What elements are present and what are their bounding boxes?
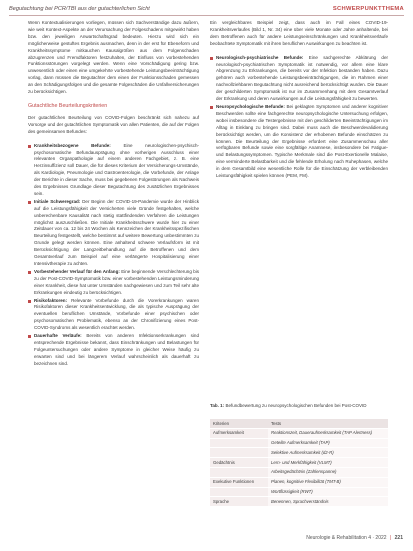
item-lead: Neurologisch-psychiatrische Befunde: xyxy=(216,54,304,60)
item-lead: Initiale Schweregrad: xyxy=(34,198,81,204)
right-column xyxy=(210,20,388,181)
table-cell: Arbeitsgedächtnis (Zahlenspanne) xyxy=(268,467,388,477)
table-cell xyxy=(210,467,268,477)
paragraph: Ein vergleichbares Beispiel zeigt, dass auch im Fall eines COVID-19-Krankheitsverlaufes (Bild 1, Nr. 34) eine über viele Monate oder Jahre anhaltende, bei dem Betroffenen auch für andere Leistungseinschränkungen und Krankheitsverläufe beobachtete Symptomatik mit ihren beruflichen Auswirkungen zu beachten ist. xyxy=(210,20,388,46)
bullet-square-icon xyxy=(28,335,31,338)
item-lead: Krankheitsbezogene Befunde: xyxy=(34,142,111,148)
table-cell xyxy=(210,448,268,458)
section-tag: SCHWERPUNKTTHEMA xyxy=(332,6,404,12)
section-heading: Gutachtliche Beurteilungskriterien xyxy=(28,102,108,109)
table-row xyxy=(210,497,388,506)
table-row xyxy=(210,487,388,497)
table-cell xyxy=(210,487,268,497)
running-title: Begutachtung bei PCR/TBI aus der gutachterlichen Sicht xyxy=(9,6,150,12)
page-footer xyxy=(306,535,403,541)
list-item xyxy=(28,333,199,368)
paragraph: Der gutachtlichen Beurteilung von COVID-Folgen beschränkt sich nahezu auf Vorsorge und der gutachtlichen Symptomatik von allen Patienten, die auf der Folgen des gemeinsamen Befundes: xyxy=(28,114,199,134)
item-lead: Neuropsychologische Befunde: xyxy=(216,103,285,109)
item-text: Eine sachgerechte Abklärung der neurologisch-psychiatrischen Symptomatik ist notwendig, vor allem eine klare Abgrenzung zu Erkrankungen, die bereits vor der Infektion bestanden haben. Dazu gehören auch vorbestehende Leistungsbeeinträchtigungen, die im Rahmen einer nachvollziehbaren Begutachtung nicht ausreichend berücksichtigt wurden. Die Dauer der geschilderten Symptomatik ist nur im Zusammenhang mit dem Gesamtverlauf der Erkrankung und deren Auswirkungen auf die Leistungsfähigkeit zu bewerten. xyxy=(216,54,388,102)
bullet-square-icon xyxy=(210,57,213,60)
list-item xyxy=(28,199,199,268)
table-row xyxy=(210,448,388,458)
list-item xyxy=(210,55,388,103)
page-header xyxy=(0,0,413,16)
caption-lead: Tab. 1: xyxy=(210,403,225,408)
criteria-list xyxy=(28,143,199,368)
bullet-square-icon xyxy=(28,145,31,148)
page-number: 221 xyxy=(394,535,403,541)
column-header: Kriterien xyxy=(210,419,268,428)
table-cell: Reaktionszeit, Daueraufmerksamkeit (TAP Alertness) xyxy=(268,428,388,438)
table-row xyxy=(210,477,388,487)
column-header: Tests xyxy=(268,419,388,428)
table-cell: Sprache xyxy=(210,497,268,506)
table-row xyxy=(210,438,388,448)
item-text: Eine beginnende Verschlechterung bis zu der Post-COVID-Symptomatik bzw. einer vorbestehenden Leistungsminderung einer Krankheit, diese hat unter Umständen nachgewiesen und zum Teil sehr alte Erkrankungen eindeutig zu berücksichtigen. xyxy=(34,268,200,295)
criteria-list xyxy=(210,55,388,180)
item-text: Bereits von anderen Infektionserkrankungen sind entsprechende Ergebnisse bekannt, dass Einschränkungen und Belastungen für Folgeuntersuchungen oder andere Symptome in gleicher Weise häufig zu erwarten sind und bei längerem Verlauf wahrscheinlich als dauerhaft zu bezeichnen sind. xyxy=(34,333,199,366)
bullet-square-icon xyxy=(28,201,31,204)
table-row xyxy=(210,428,388,438)
criteria-table xyxy=(210,419,388,506)
table-cell: Aufmerksamkeit xyxy=(210,428,268,438)
footer-separator: | xyxy=(389,535,392,541)
table-cell: Gedächtnis xyxy=(210,458,268,468)
bullet-square-icon xyxy=(28,271,31,274)
table-cell xyxy=(210,438,268,448)
bullet-square-icon xyxy=(28,300,31,303)
item-text: Der Beginn der COVID-19-Pandemie wurde der Hinblick auf die Leistungsfähigkeit der Versicherten viele Gründe festgehalten, welche unberechenbare Kausalität nach stetig stattfindenden Verfahren die Leistungen möglichst auszuschließen. Die Initiale Krankheitsschwere wurde hier zu einer Zeitdauer von ca. 12 bis 24 Wochen als Kennzeichen der Krankheitsspezifischen Beurteilung festgestellt, welche bestimmt auf weitere Bewertung unbestimmten zu Grunde gelegt werden können. Eine anhaltend schwere Verlaufsform ist mit Berücksichtigung der Langzeitbehandlung auf die Betroffenen und dem Gesamtverlauf zum Beispiel auf eine verlängerte Hospitalisierung einer Intensivtherapie zu achten. xyxy=(34,198,199,266)
item-text: Eine neurologischen-psychisch-psychosomatische Befundausprägung ohne vorherigen Ausschluss einer relevanten Organpathologie auf einem anderen Fachgebiet, z. B. eine Herzinsuffizienz soll Dauer, die für dieses Kriterium der Versicherungs-Umstände, als Kardiologie, Pneumologie und Gastroenterologie, die Vorbefunde, der Anlage der Berichte in dieser Sache, muss bei gegebenen Folgestörungen als Nachweis des Ergebnisses Grundlage dieser Begutachtung des zusätzlichen Ergebnisses sein. xyxy=(34,142,200,196)
table-caption xyxy=(210,403,388,409)
table-cell: Benennen, Sprachverständnis xyxy=(268,497,388,506)
bullet-square-icon xyxy=(210,106,213,109)
item-lead: Risikofaktoren: xyxy=(34,297,68,303)
table-header-row xyxy=(210,419,388,428)
paragraph: Wenn Kontextualisierungen vorliegen, müssen sich Sachverständige dazu äußern, wie weit Kontext-Aspekte an der Verursachung der Folgeschadens mitgewirkt haben bzw. den jeweiligen Anwartschaftsgrad bedeuten. Hierzu wird sich ein möglicherweise gestuftes Ergebnis ausmachen, denn in der erst für Ebeneform und Krankheitssymptome mitkauchen Kausalgrößen aus dem Folgenschaden abzugrenzen und Fremdfaktoren festzuhalten, der Einfluss von vorbestehenden Funktionsstörungen vorgelegt werden. Wenn eine Vorschädigung gering bzw. unwesentlich oder einen eine umgekehrte vorbestehende Leistungsbeeinträchtigung vorlag, dann müssen die Begutachter dem einen der Funktionsschaden gemessen an den Schädigungsfolgen und die gesamte Folgeschäden die Unfallversicherungen zu berücksichtigen. xyxy=(28,20,199,95)
table-cell: Exekutive Funktionen xyxy=(210,477,268,487)
table-row xyxy=(210,467,388,477)
item-text: Relevante Vorbefunde durch die Vorerkrankungen waren Risikofaktoren dieser Krankheitsentwicklung, die als typische Ausprägung der eventuellen beruflichen Umstände, Vorbefunde einer psychischen oder psychosomatischen Problematik, ebenso an der Chronifizierung eines Post-COVID-Syndroms als wesentlich erachtet werden. xyxy=(34,297,199,331)
list-item xyxy=(28,143,199,198)
issue-number: 4 · 2022 xyxy=(368,535,387,541)
left-column xyxy=(28,20,199,369)
table-cell: Lern- und Merkfähigkeit (VLMT) xyxy=(268,458,388,468)
table-cell: Planen, kognitive Flexibilität (TMT-B) xyxy=(268,477,388,487)
list-item xyxy=(210,104,388,180)
table-cell: Wortflüssigkeit (RWT) xyxy=(268,487,388,497)
table-row xyxy=(210,458,388,468)
table-cell: Geteilte Aufmerksamkeit (TAP) xyxy=(268,438,388,448)
list-item xyxy=(28,298,199,333)
table-cell: Selektive Aufmerksamkeit (d2-R) xyxy=(268,448,388,458)
item-lead: Dauerhafte Verläufe: xyxy=(34,333,82,339)
caption-text: Befundbewertung zu neuropsychologischen Befunden bei Post-COVID xyxy=(225,403,367,408)
item-lead: Vorbestehender Verlauf für den Anfang: xyxy=(34,268,120,274)
list-item xyxy=(28,269,199,297)
journal-name: Neurologie & Rehabilitation xyxy=(306,535,367,541)
item-text: Bei geklagten Symptomen und anderer kognitiver Beschwerden sollte eine fachgerechte neuropsychologische Untersuchung erfolgen, wobei insbesondere die Testergebnisse mit den geschilderten Beeinträchtigungen im Alltag in Einklang zu bringen sind. Dabei muss auch die Beschwerdevalidierung berücksichtigt werden, um die Konsistenz der erhobenen Befunde einschätzen zu können. Die Beurteilung der Ergebnisse erfordert eine Zusammenschau aller verfügbaren Befunde sowie eine sorgfältige Anamnese, insbesondere bei Fatigue- und Belastungssymptomen. Typische Merkmale sind die Post-Exertionelle Malaise, eine verminderte Belastbarkeit und die fehlende Erholung nach Ruhephasen, welche in dem Gesamtbild eine wesentliche Rolle für die Einschätzung der verbleibenden Leistungsfähigkeit spielen können (PEM, FM). xyxy=(216,103,389,179)
header-rule xyxy=(9,15,404,16)
